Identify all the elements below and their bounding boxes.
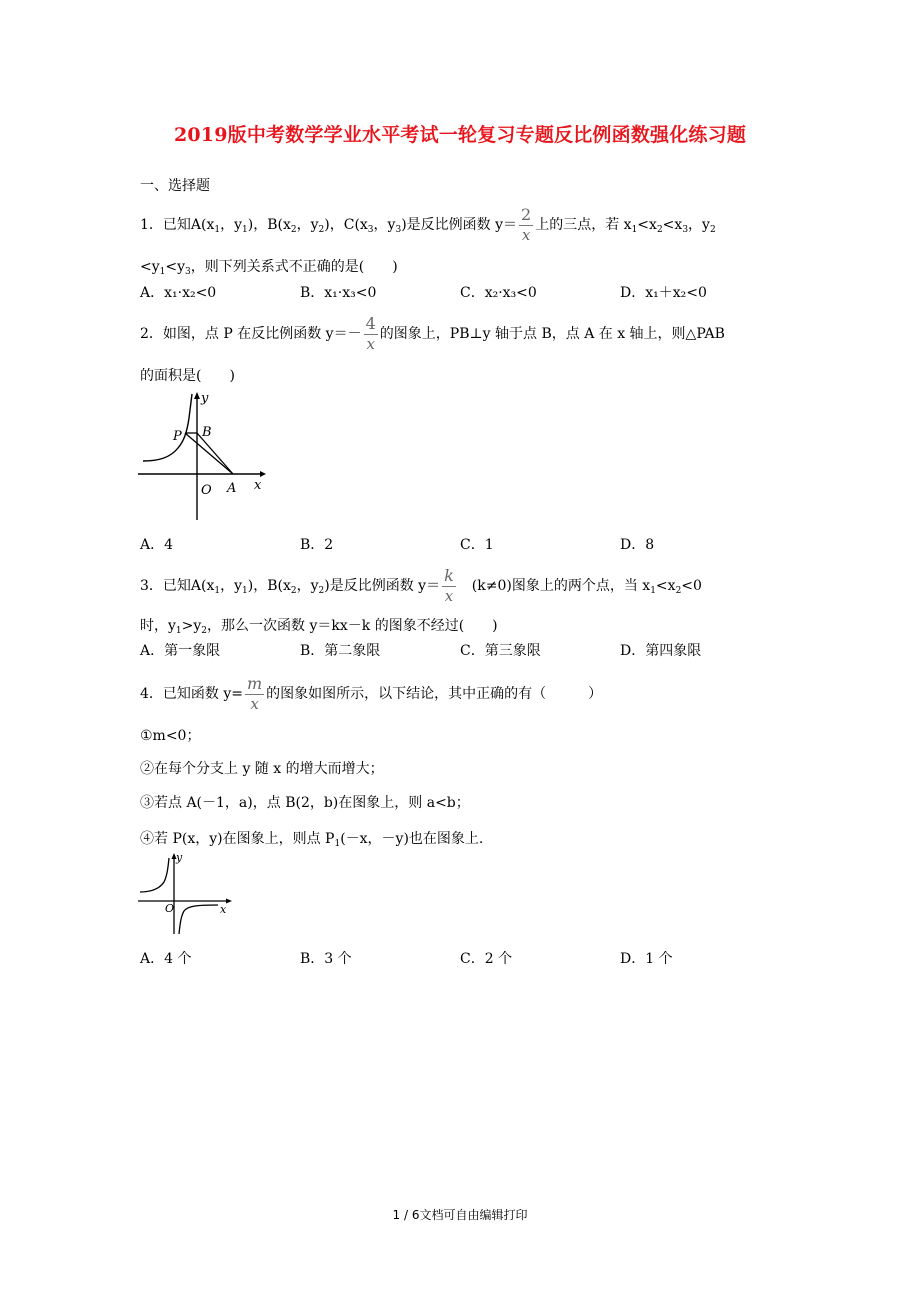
question-1-line-1: 1．已知$A(x_1$，$y_1$)，$B(x_2$，$y_2$)，$C(x_3$，$y_3$)是反比例函数 y＝ $\frac{2}{x}$ 上的三点，若 $x_1<x_2<x_3$，$y_2$ — [140, 205, 716, 244]
question-2-graph — [138, 388, 268, 524]
question-3-options — [140, 640, 840, 660]
q3-option-c: C．第三象限 — [460, 643, 541, 659]
q1-option-c: C．x₂·x₃<0 — [460, 285, 537, 301]
hyperbola-branch-upper-left — [140, 858, 169, 892]
fraction-4-over-x: $\frac{4}{x}$ — [365, 314, 376, 353]
label-y: y — [201, 391, 209, 406]
page-footer: 1 / 6文档可自由编辑打印 — [392, 1208, 528, 1222]
q1-option-a: A．x₁·x₂<0 — [140, 285, 217, 301]
fraction-m-over-x: $\frac{m}{x}$ — [247, 674, 263, 713]
q4-option-d: D．1 个 — [620, 951, 673, 967]
question-1-options — [140, 282, 840, 302]
label-p: P — [173, 429, 182, 444]
q3-option-d: D．第四象限 — [620, 643, 702, 659]
question-2-options — [140, 534, 840, 554]
label-o: O — [201, 483, 212, 498]
question-2-line-2: 的面积是( ) — [140, 368, 235, 384]
q4-option-b: B．3 个 — [300, 951, 352, 967]
q2-option-c: C．1 — [460, 537, 494, 553]
q3-option-b: B．第二象限 — [300, 643, 381, 659]
label-b: B — [202, 425, 212, 440]
q4-option-c: C．2 个 — [460, 951, 513, 967]
hyperbola-curve — [143, 394, 192, 461]
label-o: O — [165, 902, 175, 915]
x-axis-arrow — [260, 471, 266, 477]
question-2-line-1: 2．如图，点 P 在反比例函数 y＝－ $\frac{4}{x}$ 的图象上，PB⊥y 轴于点 B，点 A 在 x 轴上，则△PAB — [140, 314, 725, 353]
q1-option-d: D．x₁＋x₂<0 — [620, 285, 707, 301]
section-heading: 一、选择题 — [140, 178, 210, 194]
question-4-statement-1: ①m<0； — [140, 728, 201, 744]
fraction-k-over-x: $\frac{k}{x}$ — [444, 566, 454, 605]
question-4-options — [140, 948, 840, 968]
q2-option-d: D．8 — [620, 537, 655, 553]
question-3-line-1: 3．已知$A(x_1$，$y_1$)，$B(x_2$，$y_2$)是反比例函数 y＝ $\frac{k}{x}$ (k≠0)图象上的两个点，当 $x_1<x_2<0$ — [140, 566, 702, 605]
document-title: 2019版中考数学学业水平考试一轮复习专题反比例函数强化练习题 — [173, 124, 747, 146]
x-axis-arrow — [226, 899, 232, 904]
label-x: x — [254, 478, 262, 493]
question-4-statement-3: ③若点 A(－1，a)，点 B(2，b)在图象上，则 a<b； — [140, 795, 470, 811]
y-axis-arrow — [194, 392, 200, 399]
question-4-statement-4: ④若 P(x，y)在图象上，则点 $P_1(-x$，－y)也在图象上. — [140, 831, 484, 849]
q2-option-b: B．2 — [300, 537, 334, 553]
label-x: x — [220, 903, 227, 916]
q1-option-b: B．x₁·x₃<0 — [300, 285, 377, 301]
q2-option-a: A．4 — [140, 537, 174, 553]
hyperbola-branch-lower-right — [179, 905, 218, 934]
fraction-2-over-x: $\frac{2}{x}$ — [521, 205, 532, 244]
q3-option-a: A．第一象限 — [140, 643, 221, 659]
question-3-line-2: 时，$y_1>y_2$，那么一次函数 y＝kx－k 的图象不经过( ) — [140, 618, 498, 636]
question-1-line-2: $<y_1<y_3$，则下列关系式不正确的是( ) — [140, 259, 398, 277]
label-y: y — [176, 851, 183, 864]
q4-option-a: A．4 个 — [140, 951, 192, 967]
question-4-statement-2: ②在每个分支上 y 随 x 的增大而增大； — [140, 761, 384, 777]
question-4-graph — [138, 850, 238, 936]
label-a: A — [227, 481, 237, 496]
question-4-line-1: 4．已知函数 y= $\frac{m}{x}$ 的图象如图所示，以下结论，其中正确的有（ ） — [140, 674, 603, 713]
